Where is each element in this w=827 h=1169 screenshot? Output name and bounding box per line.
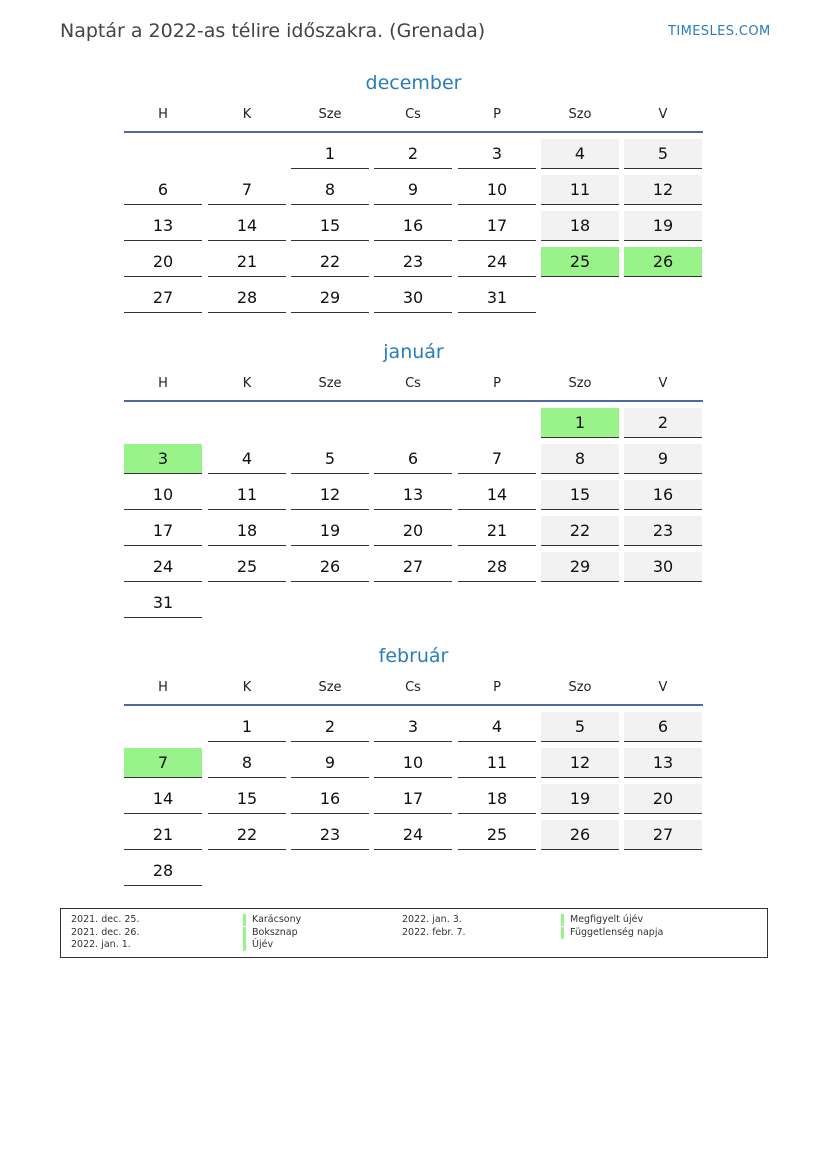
holiday-day-cell: 1 [541, 408, 619, 438]
day-cell: 1 [208, 712, 286, 742]
legend-holiday-name: Újév [243, 939, 273, 951]
day-cell: 9 [374, 175, 452, 205]
day-cell: 8 [208, 748, 286, 778]
day-cell: 30 [624, 552, 702, 582]
day-cell: 17 [458, 211, 536, 241]
page-title: Naptár a 2022-as télire időszakra. (Grenada) [60, 20, 486, 42]
holiday-day-cell: 25 [541, 247, 619, 277]
weekday-label: Cs [405, 680, 421, 695]
day-cell: 26 [541, 820, 619, 850]
day-cell: 5 [541, 712, 619, 742]
day-cell: 20 [374, 516, 452, 546]
day-cell: 7 [208, 175, 286, 205]
day-cell: 11 [541, 175, 619, 205]
day-cell: 9 [624, 444, 702, 474]
day-cell: 18 [208, 516, 286, 546]
day-cell: 24 [124, 552, 202, 582]
day-cell: 7 [458, 444, 536, 474]
weekday-label: V [658, 680, 668, 695]
day-cell: 22 [541, 516, 619, 546]
weekday-label: V [658, 107, 668, 122]
day-cell: 18 [458, 784, 536, 814]
holiday-day-cell: 3 [124, 444, 202, 474]
day-cell: 27 [624, 820, 702, 850]
brand-logo-text[interactable]: TIMESLES.COM [668, 24, 771, 39]
day-cell: 14 [458, 480, 536, 510]
weekday-label: K [242, 680, 252, 695]
weekday-label: H [158, 680, 168, 695]
day-cell: 13 [624, 748, 702, 778]
day-cell: 8 [541, 444, 619, 474]
weekday-label: Szo [568, 107, 592, 122]
weekday-header [124, 104, 703, 133]
day-cell: 6 [624, 712, 702, 742]
day-cell: 14 [208, 211, 286, 241]
day-cell: 3 [374, 712, 452, 742]
day-cell: 28 [208, 283, 286, 313]
day-cell: 29 [541, 552, 619, 582]
day-cell: 10 [458, 175, 536, 205]
day-cell: 15 [208, 784, 286, 814]
weekday-label: Szo [568, 680, 592, 695]
day-cell: 21 [124, 820, 202, 850]
month-calendar [124, 339, 703, 612]
weekday-header [124, 373, 703, 402]
weekday-label: H [158, 376, 168, 391]
legend-date: 2021. dec. 25. [71, 914, 140, 925]
day-cell: 19 [624, 211, 702, 241]
month-name: február [378, 645, 449, 667]
day-cell: 15 [541, 480, 619, 510]
day-cell: 6 [374, 444, 452, 474]
day-cell: 12 [541, 748, 619, 778]
day-cell: 16 [624, 480, 702, 510]
day-cell: 13 [124, 211, 202, 241]
day-cell: 17 [124, 516, 202, 546]
day-cell: 12 [291, 480, 369, 510]
weekday-label: Cs [405, 107, 421, 122]
day-cell: 12 [624, 175, 702, 205]
day-cell: 20 [624, 784, 702, 814]
day-cell: 4 [541, 139, 619, 169]
day-cell: 22 [208, 820, 286, 850]
weekday-label: H [158, 107, 168, 122]
day-cell: 26 [291, 552, 369, 582]
holiday-legend [60, 908, 768, 958]
weekday-label: P [493, 107, 501, 122]
day-cell: 15 [291, 211, 369, 241]
day-cell: 28 [458, 552, 536, 582]
day-cell: 24 [374, 820, 452, 850]
legend-date: 2022. jan. 3. [402, 914, 462, 925]
legend-holiday-name: Függetlenség napja [561, 927, 663, 939]
day-cell: 2 [624, 408, 702, 438]
day-cell: 23 [374, 247, 452, 277]
legend-date: 2022. jan. 1. [71, 939, 131, 950]
day-cell: 11 [208, 480, 286, 510]
month-calendar [124, 70, 703, 307]
day-cell: 21 [208, 247, 286, 277]
month-name: december [365, 72, 462, 94]
day-cell: 18 [541, 211, 619, 241]
day-cell: 5 [291, 444, 369, 474]
day-cell: 20 [124, 247, 202, 277]
weekday-label: Sze [318, 680, 342, 695]
day-cell: 30 [374, 283, 452, 313]
day-cell: 25 [458, 820, 536, 850]
weekday-label: Sze [318, 107, 342, 122]
day-cell: 10 [124, 480, 202, 510]
day-cell: 6 [124, 175, 202, 205]
holiday-day-cell: 7 [124, 748, 202, 778]
day-cell: 13 [374, 480, 452, 510]
day-cell: 19 [291, 516, 369, 546]
day-cell: 25 [208, 552, 286, 582]
weekday-label: K [242, 107, 252, 122]
holiday-day-cell: 26 [624, 247, 702, 277]
day-cell: 9 [291, 748, 369, 778]
day-cell: 28 [124, 856, 202, 886]
day-cell: 16 [374, 211, 452, 241]
day-cell: 2 [291, 712, 369, 742]
day-cell: 5 [624, 139, 702, 169]
day-cell: 22 [291, 247, 369, 277]
day-cell: 23 [291, 820, 369, 850]
day-cell: 4 [208, 444, 286, 474]
day-cell: 11 [458, 748, 536, 778]
day-cell: 27 [374, 552, 452, 582]
legend-holiday-name: Karácsony [243, 914, 301, 926]
day-cell: 23 [624, 516, 702, 546]
day-cell: 24 [458, 247, 536, 277]
legend-holiday-name: Boksznap [243, 927, 298, 939]
weekday-label: P [493, 376, 501, 391]
day-cell: 1 [291, 139, 369, 169]
legend-holiday-name: Megfigyelt újév [561, 914, 643, 926]
weekday-label: V [658, 376, 668, 391]
day-cell: 3 [458, 139, 536, 169]
day-cell: 29 [291, 283, 369, 313]
weekday-label: Cs [405, 376, 421, 391]
day-cell: 21 [458, 516, 536, 546]
legend-date: 2022. febr. 7. [402, 926, 466, 938]
legend-date: 2021. dec. 26. [71, 926, 140, 938]
day-cell: 31 [458, 283, 536, 313]
weekday-header [124, 677, 703, 706]
month-calendar [124, 643, 703, 880]
day-cell: 2 [374, 139, 452, 169]
day-cell: 16 [291, 784, 369, 814]
weekday-label: K [242, 376, 252, 391]
day-cell: 19 [541, 784, 619, 814]
day-cell: 27 [124, 283, 202, 313]
day-cell: 31 [124, 588, 202, 618]
day-cell: 4 [458, 712, 536, 742]
weekday-label: P [493, 680, 501, 695]
day-cell: 17 [374, 784, 452, 814]
weekday-label: Sze [318, 376, 342, 391]
day-cell: 14 [124, 784, 202, 814]
day-cell: 8 [291, 175, 369, 205]
month-name: január [383, 341, 444, 363]
weekday-label: Szo [568, 376, 592, 391]
day-cell: 10 [374, 748, 452, 778]
